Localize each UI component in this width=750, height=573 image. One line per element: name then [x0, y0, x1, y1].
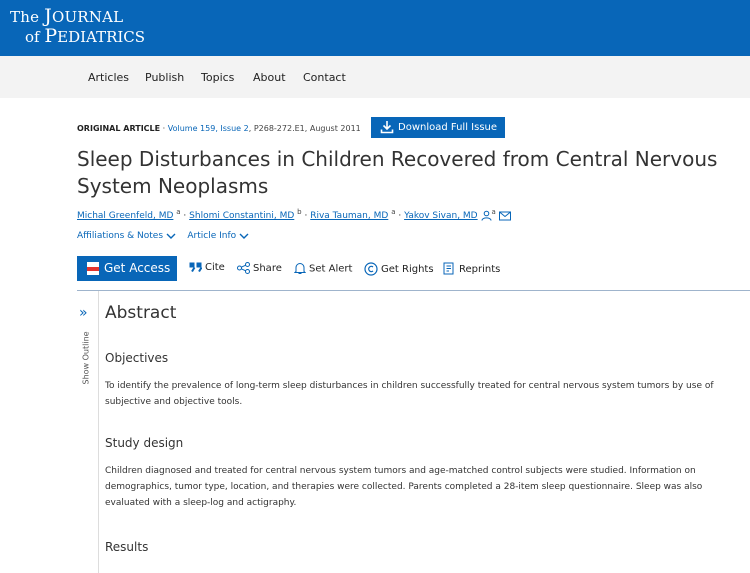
affiliation-sup: a [391, 208, 396, 216]
chevron-down-icon [239, 232, 249, 240]
site-header [0, 0, 750, 56]
affiliations-toggle[interactable] [77, 231, 176, 241]
article-meta [77, 124, 361, 133]
author-link[interactable]: Michal Greenfeld, MD [77, 211, 174, 221]
logo-text: of [25, 28, 45, 46]
pages-date: , P268-272.E1, August 2011 [248, 124, 361, 133]
get-access-label: Get Access [104, 261, 171, 275]
affiliations-label: Affiliations & Notes [77, 231, 164, 241]
article-info-label: Article Info [187, 231, 237, 241]
get-rights-label: Get Rights [381, 264, 434, 275]
author-link[interactable]: Riva Tauman, MD [310, 211, 389, 221]
nav-about[interactable]: About [253, 71, 286, 84]
quote-icon [189, 262, 202, 272]
email-icon[interactable] [499, 211, 511, 221]
meta-separator: · [162, 124, 166, 133]
download-label: Download Full Issue [398, 122, 498, 133]
cite-button[interactable] [189, 262, 225, 273]
set-alert-button[interactable] [294, 262, 352, 275]
get-access-button[interactable] [77, 256, 177, 281]
author-separator: · [180, 211, 190, 221]
logo-text: P [44, 25, 58, 47]
article-type: ORIGINAL ARTICLE [77, 124, 161, 133]
share-icon [237, 262, 250, 274]
nav-publish[interactable]: Publish [145, 71, 185, 84]
author-list [77, 208, 511, 221]
copyright-icon [364, 262, 378, 276]
logo-text: OURNAL [51, 8, 124, 26]
cite-label: Cite [205, 262, 225, 273]
share-button[interactable] [237, 262, 282, 274]
section-heading: Study design [105, 436, 184, 450]
affiliation-sup: a [176, 208, 181, 216]
affiliation-sup: b [297, 208, 302, 216]
person-icon[interactable] [481, 210, 492, 221]
journal-logo[interactable] [10, 7, 145, 47]
reprints-label: Reprints [459, 264, 501, 275]
download-full-issue-button[interactable] [371, 117, 505, 138]
logo-text: J [44, 5, 52, 27]
article-details-toggles [77, 231, 249, 241]
get-rights-button[interactable] [364, 262, 434, 276]
abstract-heading: Abstract [105, 303, 177, 323]
set-alert-label: Set Alert [309, 263, 353, 275]
article-title: Sleep Disturbances in Children Recovered from Central Nervous System Neoplasms [77, 147, 718, 198]
download-icon [380, 120, 394, 134]
reprints-button[interactable] [443, 262, 500, 276]
section-heading: Results [105, 540, 149, 554]
expand-outline-icon[interactable]: » [79, 305, 88, 321]
author-separator: · [395, 211, 405, 221]
article-info-toggle[interactable] [187, 231, 249, 241]
section-heading: Objectives [105, 351, 169, 365]
reprints-icon [443, 262, 456, 276]
nav-topics[interactable]: Topics [201, 71, 235, 84]
author-link[interactable]: Shlomi Constantini, MD [189, 211, 295, 221]
affiliation-sup: a [491, 208, 496, 216]
logo-text: EDIATRICS [57, 28, 146, 46]
author-link[interactable]: Yakov Sivan, MD [404, 211, 478, 221]
chevron-down-icon [166, 232, 176, 240]
section-text: To identify the prevalence of long-term sleep disturbances in children successfully treated for central nervous system tumors by use of subjective and objective tools. [105, 381, 714, 407]
main-nav [0, 56, 750, 98]
nav-contact[interactable]: Contact [303, 71, 346, 84]
show-outline-toggle[interactable]: Show Outline [81, 331, 91, 385]
share-label: Share [253, 263, 282, 274]
logo-text: The [10, 8, 45, 26]
pdf-icon [86, 261, 100, 276]
nav-articles[interactable]: Articles [88, 71, 130, 84]
bell-icon [294, 262, 306, 275]
author-separator: · [301, 211, 311, 221]
section-text: Children diagnosed and treated for central nervous system tumors and age-matched control subjects were studied. Information on demographics, tumor type, location, and therapies were collected. Parents completed a 28-item sleep questionnaire. Sleep was also evaluated with a sleep-log and actigraphy. [105, 466, 703, 508]
section-divider [77, 290, 750, 291]
volume-link[interactable]: Volume 159, Issue 2 [167, 124, 249, 133]
outline-rail [98, 291, 99, 573]
